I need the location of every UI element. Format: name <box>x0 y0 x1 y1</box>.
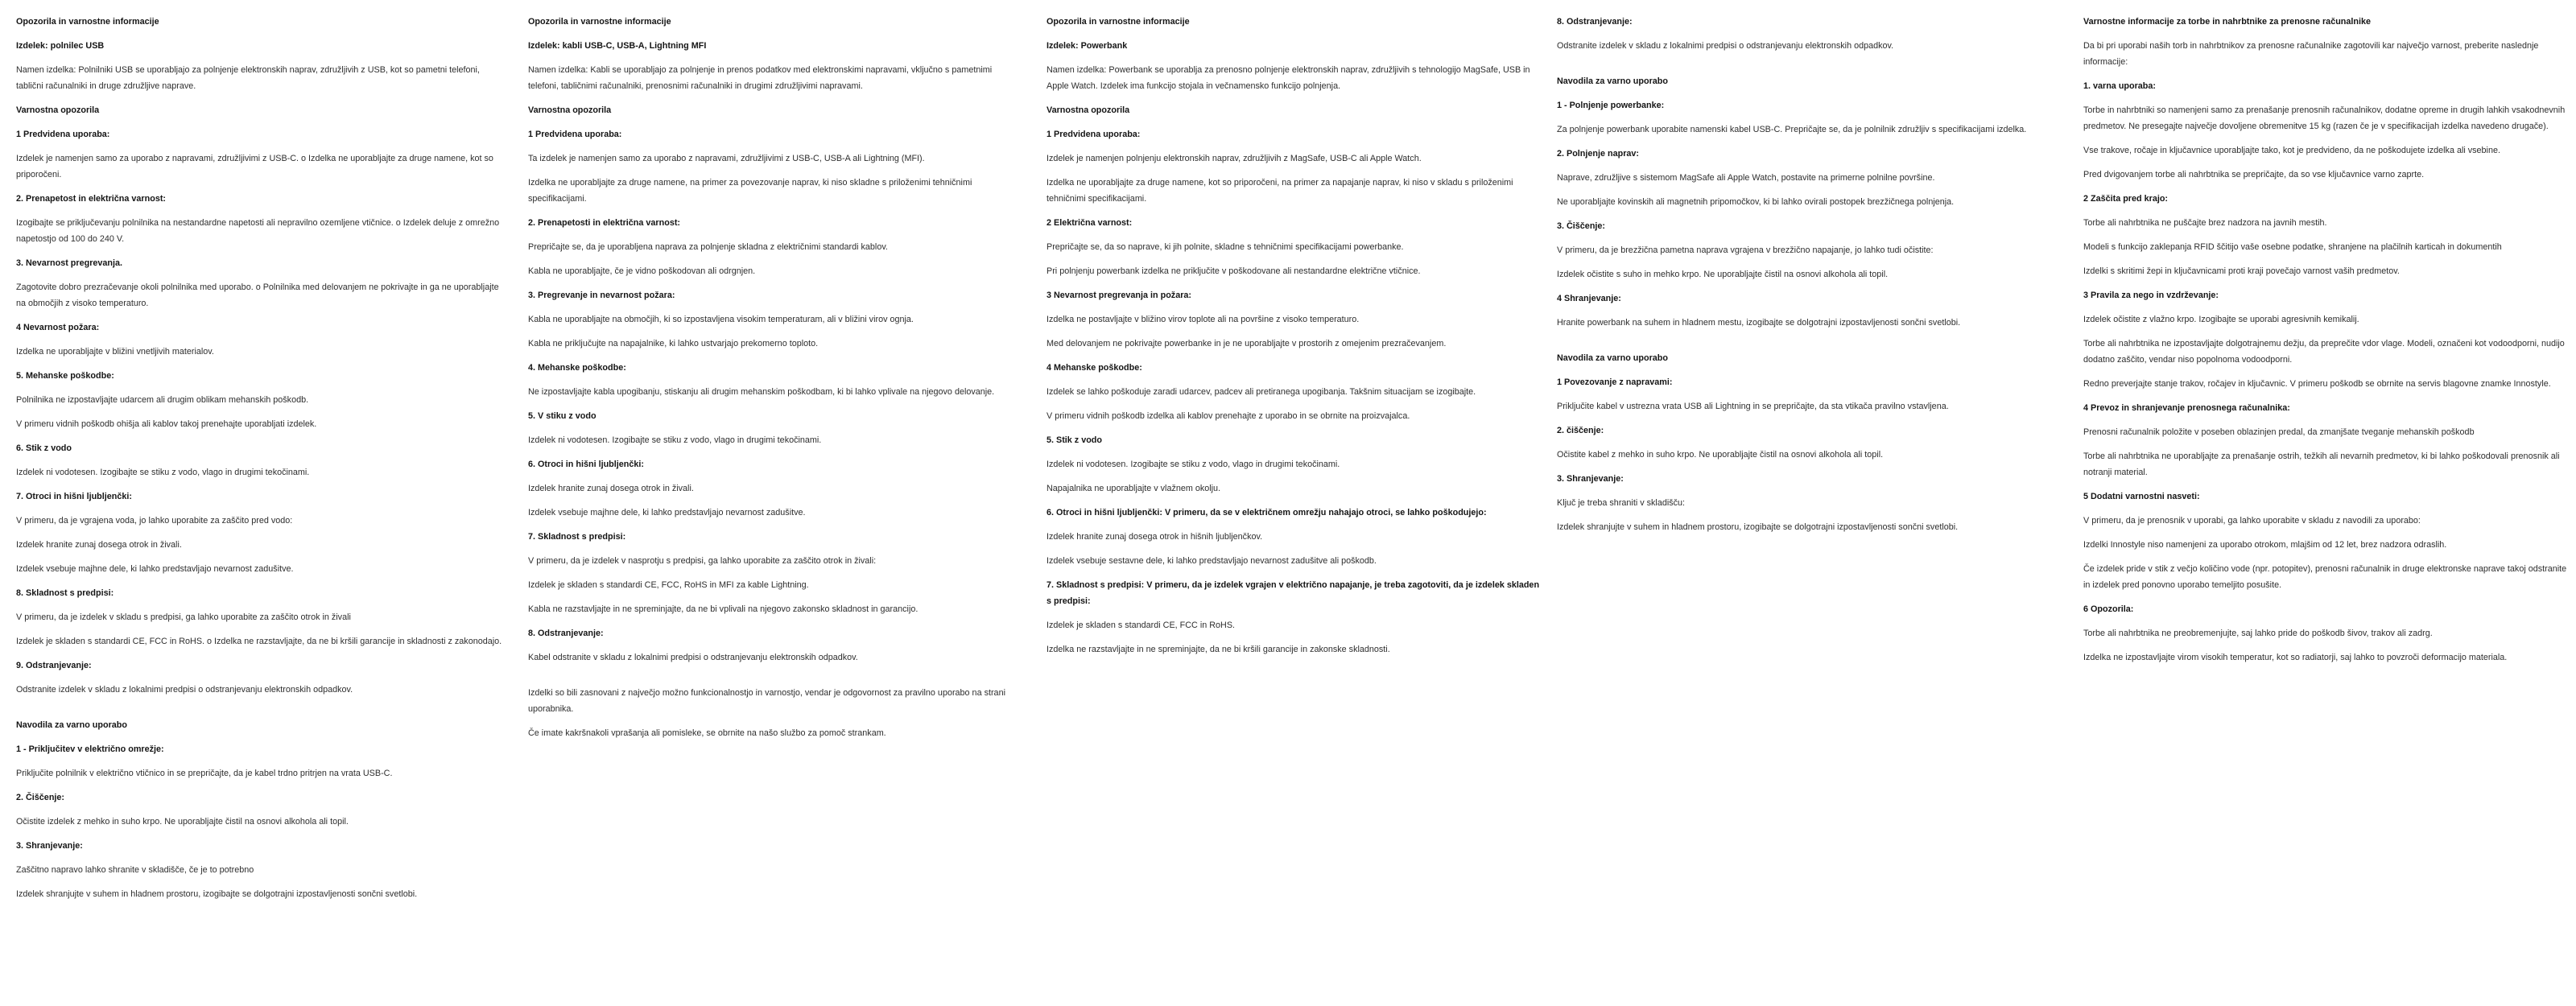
section-heading: 1 Predvidena uporaba: <box>16 130 110 139</box>
paragraph: Torbe in nahrbtniki so namenjeni samo za prenašanje prenosnih računalnikov, dodatne opreme in drugih lahkih vsakodnevnih predmetov. Ne presegajte največje dovoljene obremenitve 15 kg (razen če je v specifikacijah izdelka navedeno drugače). <box>2083 105 2566 131</box>
paragraph: Med delovanjem ne pokrivajte powerbanke in je ne uporabljajte v prostorih z omejenim prezračevanjem. <box>1046 339 1447 348</box>
section-heading: 3 Pravila za nego in vzdrževanje: <box>2083 291 2219 300</box>
paragraph: Izdelki Innostyle niso namenjeni za uporabo otrokom, mlajšim od 12 let, brez nadzora odraslih. <box>2083 540 2447 550</box>
section-heading: 5. Stik z vodo <box>1046 435 1102 445</box>
section-heading: 8. Skladnost s predpisi: <box>16 588 114 598</box>
section-heading: Varnostne informacije za torbe in nahrbtnike za prenosne računalnike <box>2083 17 2371 27</box>
paragraph: Izdelek je skladen s standardi CE, FCC in RoHS. <box>1046 621 1236 630</box>
section-heading: 3. Čiščenje: <box>1557 221 1606 231</box>
paragraph: Izdelek vsebuje sestavne dele, ki lahko predstavljajo nevarnost zadušitve ali poškodb. <box>1046 556 1377 566</box>
section-heading: 7. Skladnost s predpisi: <box>528 532 626 542</box>
section-heading: 1 Predvidena uporaba: <box>528 130 622 139</box>
paragraph: Prenosni računalnik položite v poseben oblazinjen predal, da zmanjšate tveganje mehanskih poškodb <box>2083 427 2475 437</box>
paragraph: Izdelka ne razstavljajte in ne spreminjajte, da ne bi kršili garancije in zakonske skladnosti. <box>1046 645 1390 654</box>
paragraph: Za polnjenje powerbank uporabite namenski kabel USB-C. Prepričajte se, da je polnilnik združljiv s specifikacijami izdelka. <box>1557 125 2027 134</box>
paragraph: Izdelka ne uporabljajte za druge namene, kot so priporočeni, na primer za napajanje naprav, ki niso v skladu s priloženimi tehničnimi specifikacijami. <box>1046 178 1513 204</box>
section-heading: 1 Predvidena uporaba: <box>1046 130 1141 139</box>
paragraph: Zagotovite dobro prezračevanje okoli polnilnika med uporabo. o Polnilnika med delovanjem ne pokrivajte in ga ne uporabljajte na območjih z visoko temperaturo. <box>16 282 499 308</box>
paragraph: V primeru, da je brezžična pametna naprava vgrajena v brezžično napajanje, jo lahko tudi očistite: <box>1557 245 1934 255</box>
paragraph: Priključite kabel v ustrezna vrata USB ali Lightning in se prepričajte, da sta vtikača pravilno vstavljena. <box>1557 402 1949 411</box>
section-heading: 5. Mehanske poškodbe: <box>16 371 114 381</box>
paragraph: Izdelek shranjujte v suhem in hladnem prostoru, izogibajte se dolgotrajni izpostavljenosti sončni svetlobi. <box>1557 522 1959 532</box>
paragraph: Odstranite izdelek v skladu z lokalnimi predpisi o odstranjevanju elektronskih odpadkov. <box>16 685 353 695</box>
column-powerbank-usage <box>1557 14 2050 543</box>
column-usb-charger <box>16 14 509 910</box>
paragraph: Ta izdelek je namenjen samo za uporabo z napravami, združljivimi z USB-C, USB-A ali Lightning (MFI). <box>528 154 925 163</box>
paragraph: Prepričajte se, da so naprave, ki jih polnite, skladne s tehničnimi specifikacijami powerbanke. <box>1046 242 1404 252</box>
section-heading: 2. Prenapetosti in električna varnost: <box>528 218 681 228</box>
section-heading: Opozorila in varnostne informacije <box>1046 17 1190 27</box>
section-heading: 3. Nevarnost pregrevanja. <box>16 258 123 268</box>
section-heading: 2 Zaščita pred krajo: <box>2083 194 2169 204</box>
section-heading: Navodila za varno uporabo <box>16 720 127 730</box>
paragraph: Naprave, združljive s sistemom MagSafe ali Apple Watch, postavite na primerne polnilne površine. <box>1557 173 1935 183</box>
section-heading: Izdelek: polnilec USB <box>16 41 105 51</box>
section-heading: Izdelek: kabli USB-C, USB-A, Lightning MFI <box>528 41 707 51</box>
paragraph: Izdelek hranite zunaj dosega otrok in živali. <box>528 484 694 493</box>
section-heading: 3. Shranjevanje: <box>16 841 83 851</box>
paragraph: Ne izpostavljajte kabla upogibanju, stiskanju ali drugim mehanskim poškodbam, ki bi lahko vplivale na njegovo delovanje. <box>528 387 995 397</box>
paragraph: Izdelek ni vodotesen. Izogibajte se stiku z vodo, vlago in drugimi tekočinami. <box>16 468 310 477</box>
paragraph: Izdelek vsebuje majhne dele, ki lahko predstavljajo nevarnost zadušitve. <box>16 564 294 574</box>
section-heading: 6. Otroci in hišni ljubljenčki: V primeru, da se v električnem omrežju nahajajo otroci, se lahko poškodujejo: <box>1046 508 1487 517</box>
paragraph: Da bi pri uporabi naših torb in nahrbtnikov za prenosne računalnike zagotovili kar največjo varnost, preberite naslednje informacije: <box>2083 41 2539 67</box>
section-heading: 6 Opozorila: <box>2083 604 2134 614</box>
paragraph: Izdelek ni vodotesen. Izogibajte se stiku z vodo, vlago in drugimi tekočinami. <box>528 435 822 445</box>
paragraph: Redno preverjajte stanje trakov, ročajev in ključavnic. V primeru poškodb se obrnite na servis blagovne znamke Innostyle. <box>2083 379 2551 389</box>
paragraph: V primeru, da je izdelek v nasprotju s predpisi, ga lahko uporabite za zaščito otrok in živali: <box>528 556 877 566</box>
section-heading: 4 Shranjevanje: <box>1557 294 1621 303</box>
paragraph: Izdelek je namenjen polnjenju elektronskih naprav, združljivih z MagSafe, USB-C ali Apple Watch. <box>1046 154 1422 163</box>
section-heading: 1 - Priključitev v električno omrežje: <box>16 744 164 754</box>
paragraph: Kabel odstranite v skladu z lokalnimi predpisi o odstranjevanju elektronskih odpadkov. <box>528 653 858 662</box>
paragraph: Izdelka ne izpostavljajte virom visokih temperatur, kot so radiatorji, saj lahko to povzroči deformacijo materiala. <box>2083 653 2508 662</box>
paragraph: V primeru, da je vgrajena voda, jo lahko uporabite za zaščito pred vodo: <box>16 516 293 526</box>
section-heading: Navodila za varno uporabo <box>1557 353 1668 363</box>
paragraph: Torbe ali nahrbtnika ne uporabljajte za prenašanje ostrih, težkih ali nevarnih predmetov, ki bi lahko poškodovali prenosnik ali notranji material. <box>2083 451 2560 477</box>
paragraph: Ne uporabljajte kovinskih ali magnetnih pripomočkov, ki bi lahko ovirali postopek brezžičnega polnjenja. <box>1557 197 1955 207</box>
paragraph: Izdelek je skladen s standardi CE, FCC in RoHS. o Izdelka ne razstavljajte, da ne bi kršili garancije in skladnosti z zakonodajo. <box>16 637 502 646</box>
paragraph: Pri polnjenju powerbank izdelka ne priključite v poškodovane ali nestandardne električne vtičnice. <box>1046 266 1421 276</box>
section-heading: 5. V stiku z vodo <box>528 411 597 421</box>
section-heading: 2. Čiščenje: <box>16 793 65 802</box>
section-heading: 3. Shranjevanje: <box>1557 474 1624 484</box>
section-heading: 9. Odstranjevanje: <box>16 661 92 670</box>
section-heading: Opozorila in varnostne informacije <box>16 17 159 27</box>
paragraph: V primeru vidnih poškodb ohišja ali kablov takoj prenehajte uporabljati izdelek. <box>16 419 317 429</box>
paragraph: Izdelka ne postavljajte v bližino virov toplote ali na površine z visoko temperaturo. <box>1046 315 1360 324</box>
section-heading: 4. Mehanske poškodbe: <box>528 363 626 373</box>
section-heading: 4 Nevarnost požara: <box>16 323 100 332</box>
paragraph: Napajalnika ne uporabljajte v vlažnem okolju. <box>1046 484 1221 493</box>
paragraph: Torbe ali nahrbtnika ne preobremenjujte, saj lahko pride do poškodb šivov, trakov ali zadrg. <box>2083 629 2433 638</box>
paragraph: Izdelek je skladen s standardi CE, FCC, RoHS in MFI za kable Lightning. <box>528 580 809 590</box>
section-heading: 3. Pregrevanje in nevarnost požara: <box>528 291 675 300</box>
paragraph: Izdelek se lahko poškoduje zaradi udarcev, padcev ali pretiranega upogibanja. Takšnim situacijam se izogibajte. <box>1046 387 1476 397</box>
paragraph: Izdelek očistite s suho in mehko krpo. Ne uporabljajte čistil na osnovi alkohola ali topil. <box>1557 270 1889 279</box>
section-heading: 1 Povezovanje z napravami: <box>1557 377 1673 387</box>
paragraph: Izdelek je namenjen samo za uporabo z napravami, združljivimi z USB-C. o Izdelka ne uporabljajte za druge namene, kot so priporočeni. <box>16 154 493 179</box>
paragraph: Kabla ne priključujte na napajalnike, ki lahko ustvarjajo prekomerno toploto. <box>528 339 819 348</box>
paragraph: Izdelka ne uporabljajte za druge namene, na primer za povezovanje naprav, ki niso skladne s priloženimi tehničnimi specifikacijami. <box>528 178 972 204</box>
paragraph: Vse trakove, ročaje in ključavnice uporabljajte tako, kot je predvideno, da ne poškodujete izdelka ali vsebine. <box>2083 146 2500 155</box>
column-cables <box>528 14 1023 749</box>
section-heading: 8. Odstranjevanje: <box>1557 17 1633 27</box>
section-heading: Navodila za varno uporabo <box>1557 76 1668 86</box>
paragraph: V primeru, da je prenosnik v uporabi, ga lahko uporabite v skladu z navodili za uporabo: <box>2083 516 2421 526</box>
paragraph: Izdelek shranjujte v suhem in hladnem prostoru, izogibajte se dolgotrajni izpostavljenosti sončni svetlobi. <box>16 889 418 899</box>
paragraph: Izdelek ni vodotesen. Izogibajte se stiku z vodo, vlago in drugimi tekočinami. <box>1046 460 1340 469</box>
section-heading: Izdelek: Powerbank <box>1046 41 1128 51</box>
paragraph: Namen izdelka: Kabli se uporabljajo za polnjenje in prenos podatkov med elektronskimi napravami, vključno s pametnimi telefoni, tabličnimi računalniki, prenosnimi računalniki in drugimi združljivimi napravami. <box>528 65 993 91</box>
section-heading: 1. varna uporaba: <box>2083 81 2157 91</box>
section-heading: 4 Mehanske poškodbe: <box>1046 363 1142 373</box>
paragraph: Izdelek očistite z vlažno krpo. Izogibajte se uporabi agresivnih kemikalij. <box>2083 315 2359 324</box>
section-heading: Opozorila in varnostne informacije <box>528 17 671 27</box>
section-heading: 3 Nevarnost pregrevanja in požara: <box>1046 291 1192 300</box>
paragraph: Izdelek vsebuje majhne dele, ki lahko predstavljajo nevarnost zadušitve. <box>528 508 806 517</box>
paragraph: Zaščitno napravo lahko shranite v skladišče, če je to potrebno <box>16 865 254 875</box>
paragraph: Kabla ne uporabljajte, če je vidno poškodovan ali odrgnjen. <box>528 266 756 276</box>
section-heading: 2. Polnjenje naprav: <box>1557 149 1640 159</box>
section-heading: Varnostna opozorila <box>1046 105 1130 115</box>
paragraph: Kabla ne uporabljajte na območjih, ki so izpostavljena visokim temperaturam, ali v bližini virov ognja. <box>528 315 914 324</box>
paragraph: V primeru vidnih poškodb izdelka ali kablov prenehajte z uporabo in se obrnite na proizvajalca. <box>1046 411 1410 421</box>
paragraph: Izdelek hranite zunaj dosega otrok in hišnih ljubljenčkov. <box>1046 532 1263 542</box>
section-heading: 6. Otroci in hišni ljubljenčki: <box>528 460 644 469</box>
paragraph: Izdelki so bili zasnovani z največjo možno funkcionalnostjo in varnostjo, vendar je odgovornost za pravilno uporabo na strani uporabnika. <box>528 688 1005 714</box>
paragraph: Namen izdelka: Powerbank se uporablja za prenosno polnjenje elektronskih naprav, združljivih s tehnologijo MagSafe, USB in Apple Watch. Izdelek ima funkcijo stojala in večnamensko funkcijo polnjenja. <box>1046 65 1530 91</box>
paragraph: Izdelki s skritimi žepi in ključavnicami proti kraji povečajo varnost vaših predmetov. <box>2083 266 2400 276</box>
section-heading: 1 - Polnjenje powerbanke: <box>1557 101 1665 110</box>
section-heading: 8. Odstranjevanje: <box>528 629 604 638</box>
paragraph: Modeli s funkcijo zaklepanja RFID ščitijo vaše osebne podatke, shranjene na plačilnih karticah in dokumentih <box>2083 242 2502 252</box>
section-heading: Varnostna opozorila <box>528 105 612 115</box>
paragraph: Izdelek hranite zunaj dosega otrok in živali. <box>16 540 182 550</box>
paragraph: Polnilnika ne izpostavljajte udarcem ali drugim oblikam mehanskih poškodb. <box>16 395 309 405</box>
paragraph: Priključite polnilnik v električno vtičnico in se prepričajte, da je kabel trdno pritrjen na vrata USB-C. <box>16 769 393 778</box>
section-heading: 2. čiščenje: <box>1557 426 1604 435</box>
paragraph: Če imate kakršnakoli vprašanja ali pomisleke, se obrnite na našo službo za pomoč strankam. <box>528 728 886 738</box>
column-laptop-bags <box>2083 14 2570 674</box>
section-heading: 6. Stik z vodo <box>16 443 72 453</box>
paragraph: Pred dvigovanjem torbe ali nahrbtnika se prepričajte, da so vse ključavnice varno zaprte. <box>2083 170 2425 179</box>
paragraph: Prepričajte se, da je uporabljena naprava za polnjenje skladna z električnimi standardi kablov. <box>528 242 888 252</box>
paragraph: Hranite powerbank na suhem in hladnem mestu, izogibajte se dolgotrajni izpostavljenosti sončni svetlobi. <box>1557 318 1961 328</box>
paragraph: Ključ je treba shraniti v skladišču: <box>1557 498 1686 508</box>
paragraph: Odstranite izdelek v skladu z lokalnimi predpisi o odstranjevanju elektronskih odpadkov. <box>1557 41 1894 51</box>
section-heading: 4 Prevoz in shranjevanje prenosnega računalnika: <box>2083 403 2290 413</box>
paragraph: Kabla ne razstavljajte in ne spreminjajte, da ne bi vplivali na njegovo zakonsko skladnost in garancijo. <box>528 604 919 614</box>
paragraph: Očistite kabel z mehko in suho krpo. Ne uporabljajte čistil na osnovi alkohola ali topil. <box>1557 450 1884 460</box>
paragraph: Če izdelek pride v stik z večjo količino vode (npr. potopitev), prenosni računalnik in druge elektronske naprave takoj odstranite in izdelek pred ponovno uporabo temeljito posušite. <box>2083 564 2567 590</box>
paragraph: Očistite izdelek z mehko in suho krpo. Ne uporabljajte čistil na osnovi alkohola ali topil. <box>16 817 349 827</box>
paragraph: Namen izdelka: Polnilniki USB se uporabljajo za polnjenje elektronskih naprav, združljivih z USB, kot so pametni telefoni, tablični računalniki in druge združljive naprave. <box>16 65 480 91</box>
section-heading: 2 Električna varnost: <box>1046 218 1133 228</box>
paragraph: Torbe ali nahrbtnika ne puščajte brez nadzora na javnih mestih. <box>2083 218 2327 228</box>
section-heading: 2. Prenapetost in električna varnost: <box>16 194 167 204</box>
paragraph: Izdelka ne uporabljajte v bližini vnetljivih materialov. <box>16 347 214 357</box>
section-heading: 5 Dodatni varnostni nasveti: <box>2083 492 2200 501</box>
paragraph: Izogibajte se priključevanju polnilnika na nestandardne napetosti ali nepravilno ozemljene vtičnice. o Izdelek deluje z omrežno napetostjo od 100 do 240 V. <box>16 218 500 244</box>
section-heading: 7. Skladnost s predpisi: V primeru, da je izdelek vgrajen v električno napajanje, je treba zagotoviti, da je izdelek skladen s predpisi: <box>1046 580 1540 606</box>
column-powerbank <box>1046 14 1543 666</box>
paragraph: V primeru, da je izdelek v skladu s predpisi, ga lahko uporabite za zaščito otrok in živali <box>16 612 351 622</box>
section-heading: 7. Otroci in hišni ljubljenčki: <box>16 492 132 501</box>
section-heading: Varnostna opozorila <box>16 105 100 115</box>
paragraph: Torbe ali nahrbtnika ne izpostavljajte dolgotrajnemu dežju, da preprečite vdor vlage. Modeli, označeni kot vodoodporni, nudijo dodatno zaščito, vendar niso popolnoma vodoodporni. <box>2083 339 2565 365</box>
